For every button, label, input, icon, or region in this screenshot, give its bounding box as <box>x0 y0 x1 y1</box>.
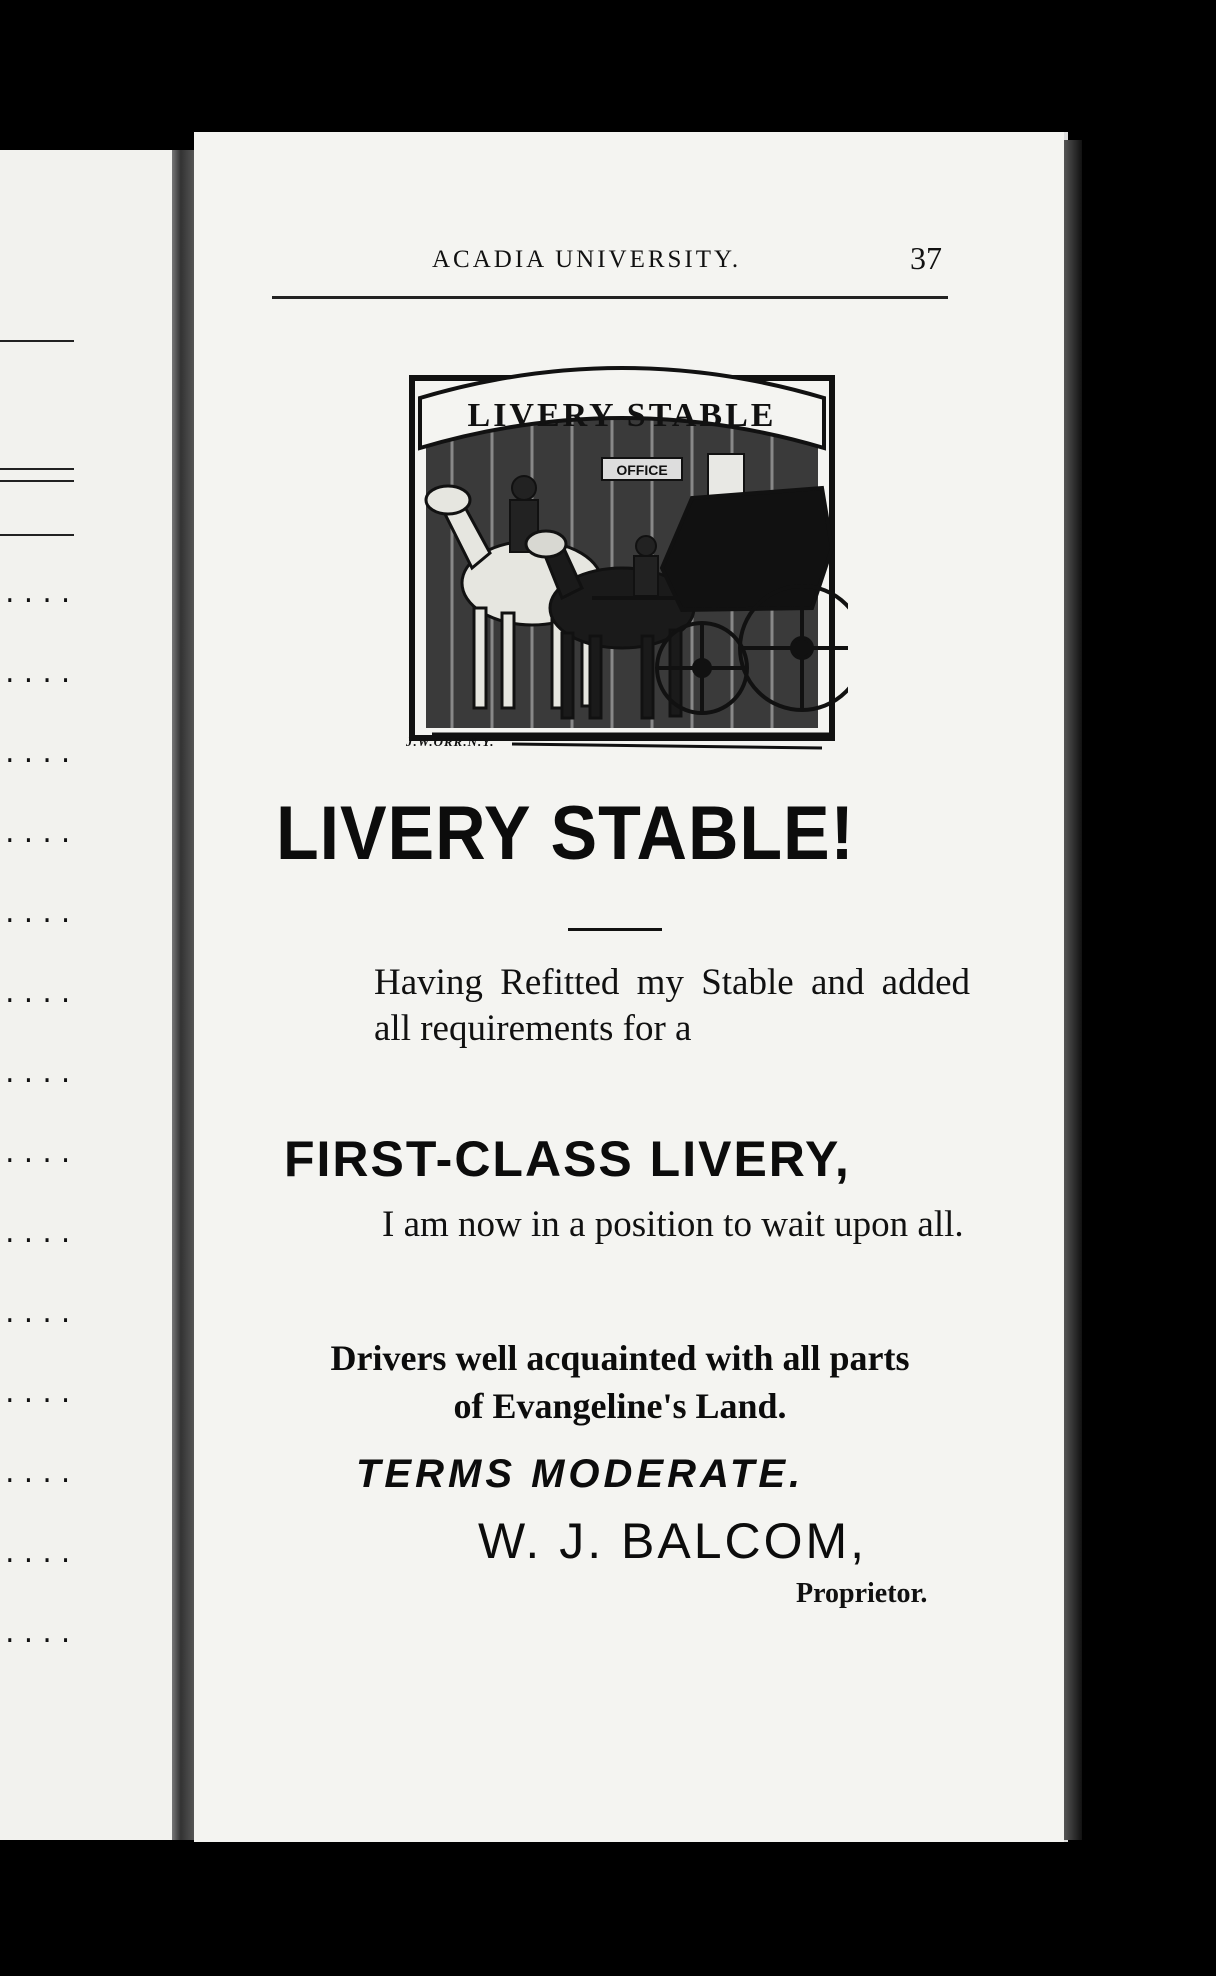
intro-paragraph: Having Refitted my Stable and added all requirements for a <box>374 962 970 1049</box>
leader-dots: .... <box>2 1220 77 1250</box>
office-sign-text: OFFICE <box>616 462 668 478</box>
first-class-heading: FIRST-CLASS LIVERY, <box>284 1131 851 1187</box>
leader-dots: .... <box>2 1620 77 1650</box>
proprietor-title: Proprietor. <box>796 1578 928 1609</box>
proprietor-name: W. J. BALCOM, <box>478 1513 868 1569</box>
book-gutter <box>172 150 194 1840</box>
terms-notice: TERMS MODERATE. <box>356 1452 805 1496</box>
leader-dots: .... <box>2 1380 77 1410</box>
drivers-line-1: Drivers well acquainted with all parts <box>330 1338 910 1378</box>
leader-dots: .... <box>2 1060 77 1090</box>
stable-sign-text: LIVERY STABLE <box>467 397 777 434</box>
left-page-rule <box>0 534 74 536</box>
leader-dots: .... <box>2 980 77 1010</box>
leader-dots: .... <box>2 1300 77 1330</box>
leader-dots: .... <box>2 580 77 610</box>
title-rule <box>568 928 662 931</box>
leader-dots: .... <box>2 900 77 930</box>
left-page-rule <box>0 480 74 482</box>
leader-dots: .... <box>2 1460 77 1490</box>
drivers-notice <box>270 1334 970 1430</box>
engraver-signature: J.W.ORR.N.Y. <box>406 734 495 749</box>
left-page <box>0 150 172 1840</box>
leader-dots: .... <box>2 1140 77 1170</box>
page-number: 37 <box>910 240 942 276</box>
leader-dots: .... <box>2 660 77 690</box>
leader-dots: .... <box>2 740 77 770</box>
page-edge <box>1064 140 1082 1840</box>
drivers-line-2: of Evangeline's Land. <box>453 1386 787 1426</box>
left-page-rule <box>0 468 74 470</box>
running-head: ACADIA UNIVERSITY. <box>432 246 742 273</box>
horse-carriage-engraving-icon <box>392 348 848 758</box>
leader-dots: .... <box>2 820 77 850</box>
left-page-rule <box>0 340 74 342</box>
position-paragraph: I am now in a position to wait upon all. <box>382 1204 964 1245</box>
header-rule <box>272 296 948 299</box>
ad-title: LIVERY STABLE! <box>276 791 855 876</box>
leader-dots: .... <box>2 1540 77 1570</box>
